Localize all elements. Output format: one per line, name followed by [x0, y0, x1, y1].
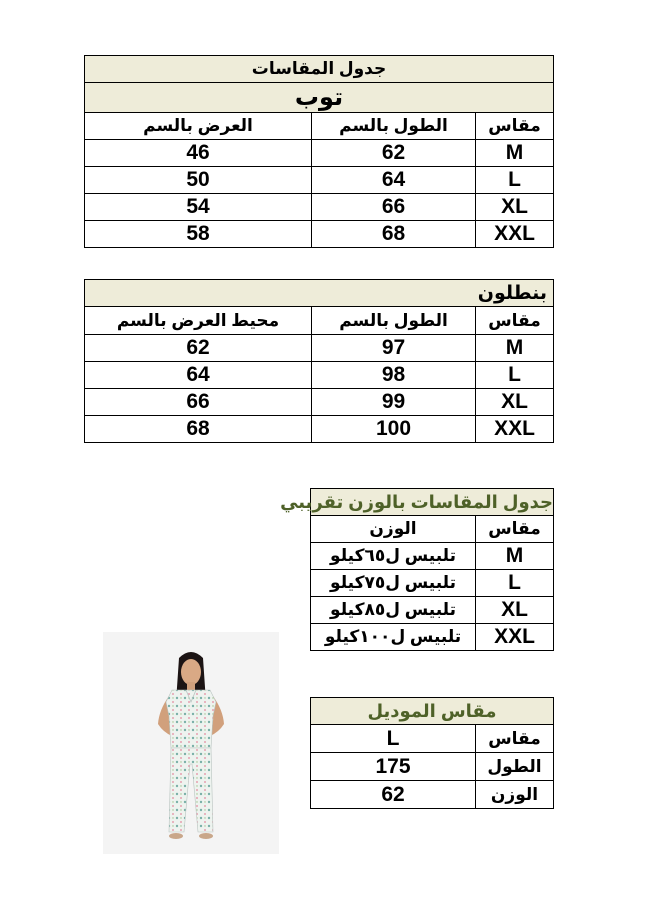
size-cell: M — [476, 543, 554, 570]
table-row — [85, 221, 554, 248]
model-table-title: مقاس الموديل — [311, 698, 554, 725]
weight-cell: تلبيس ل٧٥كيلو — [311, 570, 476, 597]
table-row — [311, 570, 554, 597]
width-cell: 64 — [85, 362, 312, 389]
width-cell: 46 — [85, 140, 312, 167]
row-value: 62 — [311, 781, 476, 809]
row-value: 175 — [311, 753, 476, 781]
size-cell: M — [476, 140, 554, 167]
size-cell: XL — [476, 194, 554, 221]
size-chart-title: جدول المقاسات — [85, 56, 554, 83]
length-cell: 64 — [312, 167, 476, 194]
col-header-size: مقاس — [476, 516, 554, 543]
table-row — [85, 194, 554, 221]
col-header-length: الطول بالسم — [312, 307, 476, 335]
model-photo — [103, 632, 279, 854]
table-row — [311, 624, 554, 651]
size-cell: XL — [476, 389, 554, 416]
width-cell: 50 — [85, 167, 312, 194]
row-value: L — [311, 725, 476, 753]
pants-size-table — [84, 279, 554, 443]
length-cell: 100 — [312, 416, 476, 443]
length-cell: 66 — [312, 194, 476, 221]
size-cell: L — [476, 570, 554, 597]
table-row — [311, 543, 554, 570]
size-cell: M — [476, 335, 554, 362]
col-header-length: الطول بالسم — [312, 113, 476, 140]
length-cell: 97 — [312, 335, 476, 362]
row-label: مقاس — [476, 725, 554, 753]
table-row — [311, 781, 554, 809]
length-cell: 99 — [312, 389, 476, 416]
table-row — [85, 362, 554, 389]
col-header-width: العرض بالسم — [85, 113, 312, 140]
width-cell: 66 — [85, 389, 312, 416]
model-figure-illustration — [103, 632, 279, 854]
size-cell: L — [476, 167, 554, 194]
top-section-title: توب — [85, 83, 554, 113]
width-cell: 68 — [85, 416, 312, 443]
size-cell: L — [476, 362, 554, 389]
table-row — [85, 416, 554, 443]
col-header-size: مقاس — [476, 307, 554, 335]
weight-cell: تلبيس ل٦٥كيلو — [311, 543, 476, 570]
table-row — [85, 140, 554, 167]
length-cell: 98 — [312, 362, 476, 389]
col-header-waist: محيط العرض بالسم — [85, 307, 312, 335]
length-cell: 62 — [312, 140, 476, 167]
row-label: الطول — [476, 753, 554, 781]
weight-table-title: جدول المقاسات بالوزن تقريبي — [311, 489, 554, 516]
table-row — [311, 753, 554, 781]
weight-size-table — [280, 488, 554, 651]
model-size-table — [310, 697, 554, 809]
table-row — [311, 597, 554, 624]
size-cell: XXL — [476, 221, 554, 248]
table-row — [85, 389, 554, 416]
weight-cell: تلبيس ل١٠٠كيلو — [311, 624, 476, 651]
size-cell: XL — [476, 597, 554, 624]
col-header-size: مقاس — [476, 113, 554, 140]
width-cell: 62 — [85, 335, 312, 362]
row-label: الوزن — [476, 781, 554, 809]
width-cell: 54 — [85, 194, 312, 221]
length-cell: 68 — [312, 221, 476, 248]
top-size-table — [84, 55, 554, 248]
col-header-weight: الوزن — [311, 516, 476, 543]
size-cell: XXL — [476, 416, 554, 443]
width-cell: 58 — [85, 221, 312, 248]
table-row — [85, 167, 554, 194]
size-cell: XXL — [476, 624, 554, 651]
table-row — [85, 335, 554, 362]
weight-cell: تلبيس ل٨٥كيلو — [311, 597, 476, 624]
pants-section-title: بنطلون — [85, 280, 554, 307]
table-row — [311, 725, 554, 753]
